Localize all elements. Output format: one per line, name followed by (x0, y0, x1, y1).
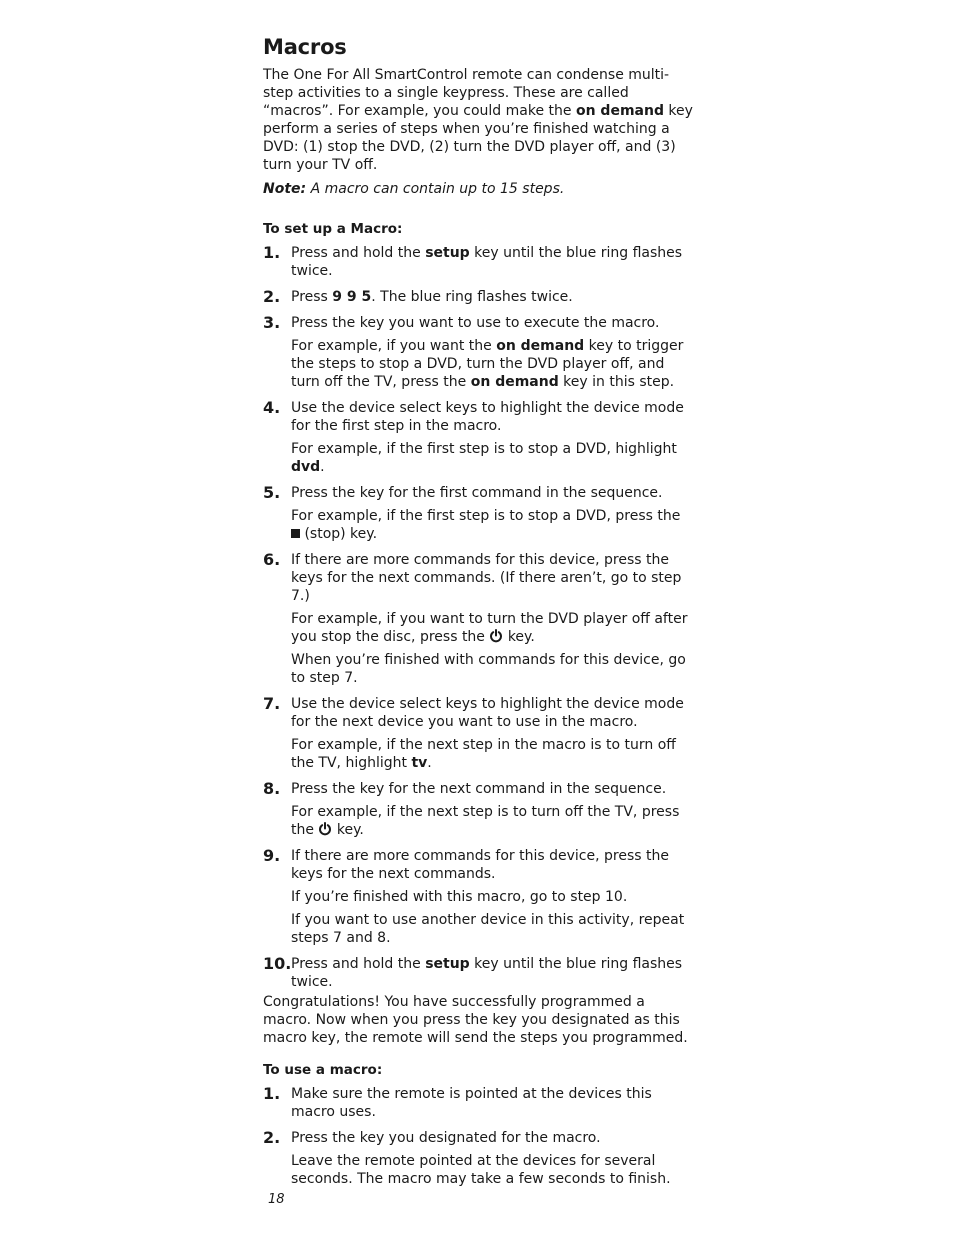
page-content (263, 34, 693, 1196)
setup-step-4 (263, 399, 693, 476)
key-name: 9 9 5 (332, 289, 372, 305)
step-example (291, 736, 693, 772)
power-icon (318, 822, 332, 836)
setup-step-5 (263, 484, 693, 543)
step-text (291, 955, 693, 991)
step-text: Press the key you want to use to execute the macro. (291, 315, 660, 331)
step-example (291, 440, 693, 476)
intro-key-on-demand: on demand (575, 103, 664, 119)
text-part: key in this step. (558, 374, 675, 390)
step-number: 9. (263, 846, 281, 865)
text-part: key. (503, 629, 535, 645)
use-heading: To use a macro: (263, 1062, 383, 1078)
step-text: Use the device select keys to highlight the device mode for the first step in the macro. (291, 400, 684, 434)
text-part: key until the blue ring flashes twice. (291, 956, 683, 990)
text-part: . (320, 459, 325, 475)
step-example (291, 507, 693, 543)
step-text: If there are more commands for this device, press the keys for the next commands. (If there aren’t, go to step 7.) (291, 552, 682, 604)
text-part: For example, if the first step is to stop a DVD, press the (291, 508, 681, 524)
use-step-1 (263, 1085, 693, 1121)
page-title: Macros (263, 35, 347, 59)
power-icon (489, 629, 503, 643)
setup-step-9 (263, 847, 693, 947)
text-part: For example, if the next step in the macro is to turn off the TV, highlight (291, 737, 676, 771)
step-text: If there are more commands for this device, press the keys for the next commands. (291, 848, 669, 882)
intro-paragraph (263, 66, 693, 174)
intro-text-c: key perform a series of steps when you’re finished watching a DVD: (1) stop the DVD, (2) turn the DVD player off, and (3) turn your TV off. (263, 103, 693, 173)
text-part: key to trigger the steps to stop a DVD, turn the DVD player off, and turn off the TV, press the (291, 338, 684, 390)
step-example: If you want to use another device in this activity, repeat steps 7 and 8. (291, 912, 685, 946)
text-part: key until the blue ring flashes twice. (291, 245, 683, 279)
setup-step-7 (263, 695, 693, 772)
text-part: (stop) key. (300, 526, 378, 542)
page-number: 18 (268, 1192, 285, 1207)
step-text (291, 244, 693, 280)
note (263, 180, 693, 198)
key-name: on demand (496, 338, 585, 354)
text-part: Press (291, 289, 333, 305)
step-number: 8. (263, 779, 281, 798)
stop-square-icon (291, 529, 300, 538)
step-number: 3. (263, 313, 281, 332)
step-text: Use the device select keys to highlight the device mode for the next device you want to use in the macro. (291, 696, 684, 730)
step-number: 1. (263, 243, 281, 262)
step-example (291, 337, 693, 391)
note-label: Note: (263, 181, 307, 197)
key-name: dvd (291, 459, 321, 475)
text-part: For example, if the first step is to stop a DVD, highlight (291, 441, 677, 457)
step-text: Press the key you designated for the macro. (291, 1130, 601, 1146)
step-number: 2. (263, 1128, 281, 1147)
key-name: on demand (470, 374, 559, 390)
use-step-2 (263, 1129, 693, 1188)
text-part: Press and hold the (291, 245, 426, 261)
step-example (291, 803, 693, 839)
note-text: A macro can contain up to 15 steps. (306, 181, 565, 197)
step-number: 6. (263, 550, 281, 569)
text-part: For example, if you want to turn the DVD player off after you stop the disc, press the (291, 611, 688, 645)
step-number: 10. (263, 954, 292, 973)
setup-step-3 (263, 314, 693, 391)
setup-step-2 (263, 288, 693, 306)
setup-step-8 (263, 780, 693, 839)
step-text: Press the key for the first command in the sequence. (291, 485, 663, 501)
setup-step-10 (263, 955, 693, 991)
step-example: If you’re finished with this macro, go to step 10. (291, 889, 628, 905)
congrats-paragraph: Congratulations! You have successfully programmed a macro. Now when you press the key you designated as this macro key, the remote will send the steps you programmed. (263, 994, 688, 1046)
setup-step-1 (263, 244, 693, 280)
key-name: setup (425, 245, 470, 261)
text-part: Press and hold the (291, 956, 426, 972)
step-number: 7. (263, 694, 281, 713)
text-part: For example, if the next step is to turn off the TV, press the (291, 804, 680, 838)
key-name: tv (411, 755, 428, 771)
text-part: key. (332, 822, 364, 838)
text-part: . The blue ring flashes twice. (371, 289, 573, 305)
step-example: When you’re finished with commands for this device, go to step 7. (291, 652, 686, 686)
step-text: Press the key for the next command in the sequence. (291, 781, 667, 797)
step-number: 2. (263, 287, 281, 306)
step-example: Leave the remote pointed at the devices for several seconds. The macro may take a few seconds to finish. (291, 1153, 671, 1187)
step-number: 5. (263, 483, 281, 502)
step-text (291, 288, 693, 306)
step-number: 4. (263, 398, 281, 417)
step-text: Make sure the remote is pointed at the devices this macro uses. (291, 1086, 652, 1120)
setup-step-6 (263, 551, 693, 687)
text-part: For example, if you want the (291, 338, 497, 354)
step-example (291, 610, 693, 646)
setup-heading: To set up a Macro: (263, 221, 403, 237)
key-name: setup (425, 956, 470, 972)
intro-text-a: The One For All SmartControl remote can condense multi-step activities to a single keypress. These are called “macros”. For example, you could make the (263, 67, 670, 119)
step-number: 1. (263, 1084, 281, 1103)
text-part: . (427, 755, 432, 771)
